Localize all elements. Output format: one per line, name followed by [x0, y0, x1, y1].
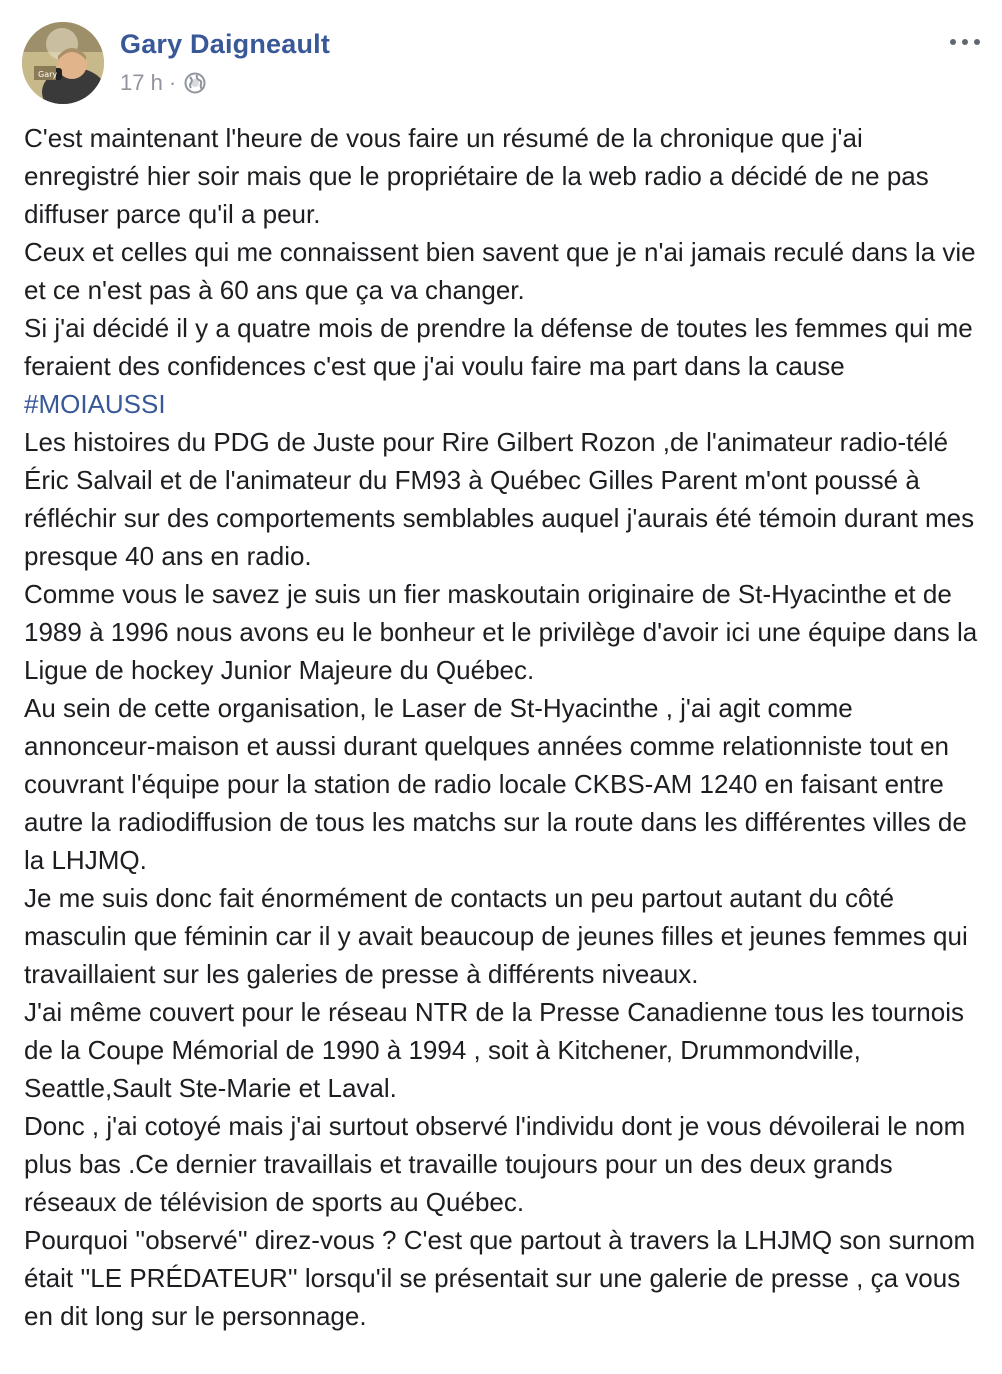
- globe-icon[interactable]: [184, 72, 206, 94]
- avatar[interactable]: [22, 22, 104, 104]
- post-paragraph: Au sein de cette organisation, le Laser de St-Hyacinthe , j'ai agit comme annonceur-maison et aussi durant quelques années comme relationniste tout en couvrant l'équipe pour la station de radio locale CKBS-AM 1240 en faisant entre autre la radiodiffusion de tous les matchs sur la route dans les différentes villes de la LHJMQ.: [24, 693, 975, 875]
- meta-separator: ·: [168, 70, 177, 95]
- post-paragraph: J'ai même couvert pour le réseau NTR de la Presse Canadienne tous les tournois de la Coupe Mémorial de 1990 à 1994 , soit à Kitchener, Drummondville, Seattle,Sault Ste-Marie et Laval.: [24, 997, 972, 1103]
- post-paragraph: Pourquoi ''observé'' direz-vous ? C'est que partout à travers la LHJMQ son surnom était ''LE PRÉDATEUR'' lorsqu'il se présentait sur une galerie de presse , ça vous en dit long sur le personnage.: [24, 1225, 983, 1331]
- post-paragraph: C'est maintenant l'heure de vous faire un résumé de la chronique que j'ai enregistré hier soir mais que le propriétaire de la web radio a décidé de ne pas diffuser parce qu'il a peur.: [24, 123, 936, 229]
- dot: [950, 39, 956, 45]
- author-name[interactable]: Gary Daigneault: [120, 29, 331, 59]
- post-paragraph: [24, 309, 984, 423]
- more-options-icon[interactable]: [950, 32, 980, 52]
- post-paragraph: Je me suis donc fait énormément de contacts un peu partout autant du côté masculin que féminin car il y avait beaucoup de jeunes filles et jeunes femmes qui travaillaient sur les galeries de presse à différents niveaux.: [24, 883, 975, 989]
- post-paragraph: Ceux et celles qui me connaissent bien savent que je n'ai jamais reculé dans la vie et ce n'est pas à 60 ans que ça va changer.: [24, 237, 983, 305]
- post-body: [24, 119, 984, 1335]
- dot: [974, 39, 980, 45]
- avatar-image: [22, 22, 104, 104]
- svg-text:Gary: Gary: [38, 70, 58, 79]
- post-paragraph-text: Si j'ai décidé il y a quatre mois de prendre la défense de toutes les femmes qui me feraient des confidences c'est que j'ai voulu faire ma part dans la cause: [24, 313, 980, 381]
- post-paragraph: Comme vous le savez je suis un fier maskoutain originaire de St-Hyacinthe et de 1989 à 1996 nous avons eu le bonheur et le privilège d'avoir ici une équipe dans la Ligue de hockey Junior Majeure du Québec.: [24, 579, 985, 685]
- dot: [962, 39, 968, 45]
- post-meta: [120, 70, 206, 96]
- post-header: [22, 22, 1002, 106]
- post-paragraph: Les histoires du PDG de Juste pour Rire Gilbert Rozon ,de l'animateur radio-télé Éric Salvail et de l'animateur du FM93 à Québec Gilles Parent m'ont poussé à réfléchir sur des comportements semblables auquel j'aurais été témoin durant mes presque 40 ans en radio.: [24, 427, 982, 571]
- post-timestamp[interactable]: 17 h: [120, 70, 163, 95]
- post-paragraph: Donc , j'ai cotoyé mais j'ai surtout observé l'individu dont je vous dévoilerai le nom plus bas .Ce dernier travaillais et travaille toujours pour un des deux grands réseaux de télévision de sports au Québec.: [24, 1111, 973, 1217]
- hashtag-link[interactable]: #MOIAUSSI: [24, 389, 166, 419]
